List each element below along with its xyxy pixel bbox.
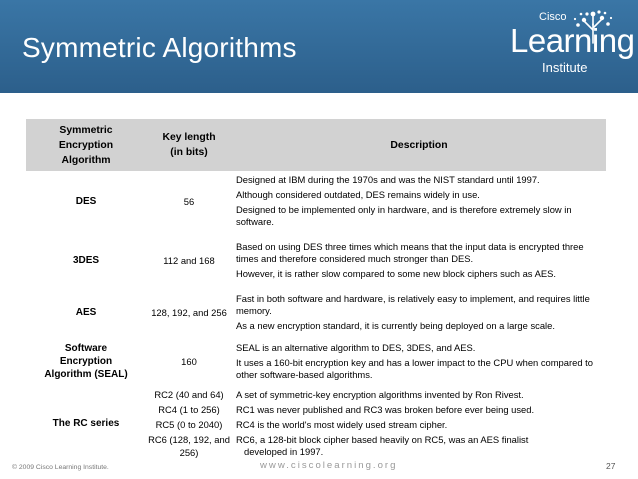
logo-learning-text: Learning [510, 22, 635, 59]
key-length-cell: 128, 192, and 256 [151, 307, 227, 318]
algorithm-cell: AES [75, 307, 97, 318]
table-header-row [26, 119, 606, 171]
website-link[interactable]: www.ciscolearning.org [260, 460, 398, 471]
table-row-des [26, 171, 606, 231]
table-row-seal [26, 336, 606, 386]
key-length-cell: 160 [181, 355, 197, 367]
key-length-cell: 56 [183, 195, 195, 207]
cisco-learning-institute-logo [496, 4, 636, 90]
table-row-rc-series [26, 386, 606, 461]
key-length-cell: 112 and 168 [163, 254, 215, 266]
symmetric-algorithms-table [26, 119, 606, 461]
algorithm-cell: Software Encryption Algorithm (SEAL) [44, 342, 128, 380]
description-cell: SEAL is an alternative algorithm to DES, 3DES, and AES. It uses a 160-bit encryption key and has a lower impact to the CPU when compared to other software-based algorithms. [236, 341, 593, 380]
algorithm-cell: The RC series [52, 418, 120, 429]
description-cell: Based on using DES three times which means that the input data is encrypted three times and therefore considered much stronger than DES. However, it is rather slow compared to some new block ciphers such as AES. [236, 240, 584, 279]
header-algorithm: Symmetric Encryption Algorithm [26, 119, 146, 171]
logo-cisco-text: Cisco [539, 11, 567, 23]
table-row-aes [26, 289, 606, 336]
header-description: Description [232, 119, 606, 171]
slide-title: Symmetric Algorithms [22, 32, 297, 63]
algorithm-cell: DES [75, 195, 97, 207]
description-cell: A set of symmetric-key encryption algorithms invented by Ron Rivest. RC1 was never published and RC3 was broken before ever being used. RC4 is the world's most widely used stream cipher. RC6, a 128-bit block cipher based heavily on RC5, was an AES finalist developed in 1997. [236, 389, 535, 457]
slide-header [0, 0, 638, 93]
description-cell: Fast in both software and hardware, is relatively easy to implement, and requires little memory. As a new encryption standard, it is currently being deployed on a large scale. [236, 293, 590, 331]
header-key-length: Key length (in bits) [146, 119, 232, 171]
page-number: 27 [606, 461, 616, 471]
table-row-3des [26, 231, 606, 289]
algorithm-cell: 3DES [72, 254, 100, 266]
description-cell: Designed at IBM during the 1970s and was the NIST standard until 1997. Although considered outdated, DES remains widely in use. Designed to be implemented only in hardware, and is therefore extremely slow in software. [236, 174, 572, 227]
copyright-text: © 2009 Cisco Learning Institute. [12, 464, 109, 471]
key-length-cell: RC2 (40 and 64) RC4 (1 to 256) RC5 (0 to 2040) RC6 (128, 192, and 256) [148, 389, 230, 458]
logo-institute-text: Institute [542, 60, 588, 75]
